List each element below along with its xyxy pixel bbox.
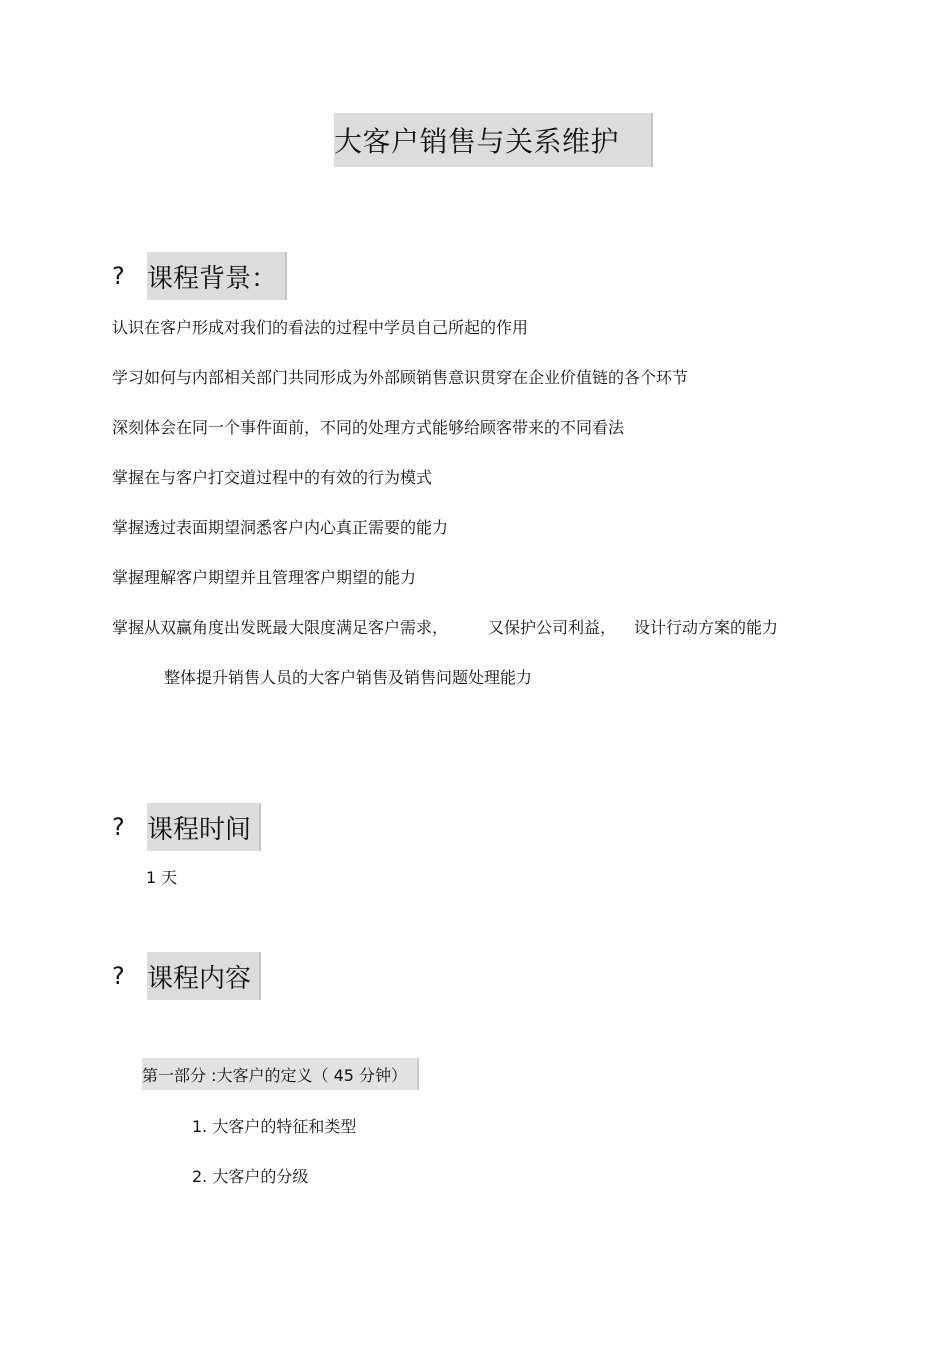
part-1-item-2: 2. 大客户的分级 — [192, 1167, 309, 1186]
background-item-3: 深刻体会在同一个事件面前，不同的处理方式能够给顾客带来的不同看法 — [112, 418, 625, 437]
section-background-title: 课程背景： — [147, 252, 287, 300]
document-title-box — [334, 113, 653, 167]
background-item-5: 掌握透过表面期望洞悉客户内心真正需要的能力 — [112, 518, 449, 537]
question-bullet-icon: ? — [112, 813, 125, 841]
section-content-heading — [112, 952, 261, 1000]
question-bullet-icon: ? — [112, 962, 125, 990]
background-item-7 — [112, 618, 778, 638]
part-1-title: 第一部分 :大客户的定义（ 45 分钟） — [142, 1065, 408, 1085]
background-item-1: 认识在客户形成对我们的看法的过程中学员自己所起的作用 — [112, 318, 529, 337]
duration-value: 1 天 — [146, 868, 178, 887]
section-duration-title: 课程时间 — [147, 803, 261, 851]
section-content-title: 课程内容 — [147, 952, 261, 1000]
part-1-title-box — [142, 1058, 419, 1090]
background-item-7-part-3: 设计行动方案的能力 — [634, 618, 779, 637]
background-item-6: 掌握理解客户期望并且管理客户期望的能力 — [112, 568, 417, 587]
background-item-7-part-1: 掌握从双赢角度出发既最大限度满足客户需求， — [112, 618, 449, 637]
question-bullet-icon: ? — [112, 262, 125, 290]
background-item-8: 整体提升销售人员的大客户销售及销售问题处理能力 — [164, 668, 533, 687]
part-1-item-1: 1. 大客户的特征和类型 — [192, 1117, 357, 1136]
section-background-heading — [112, 252, 287, 300]
section-duration-heading — [112, 803, 261, 851]
background-item-4: 掌握在与客户打交道过程中的有效的行为模式 — [112, 468, 433, 487]
background-item-7-part-2: 又保护公司利益， — [488, 618, 617, 637]
document-title: 大客户销售与关系维护 — [334, 125, 620, 158]
background-item-2: 学习如何与内部相关部门共同形成为外部顾销售意识贯穿在企业价值链的各个环节 — [112, 368, 689, 387]
